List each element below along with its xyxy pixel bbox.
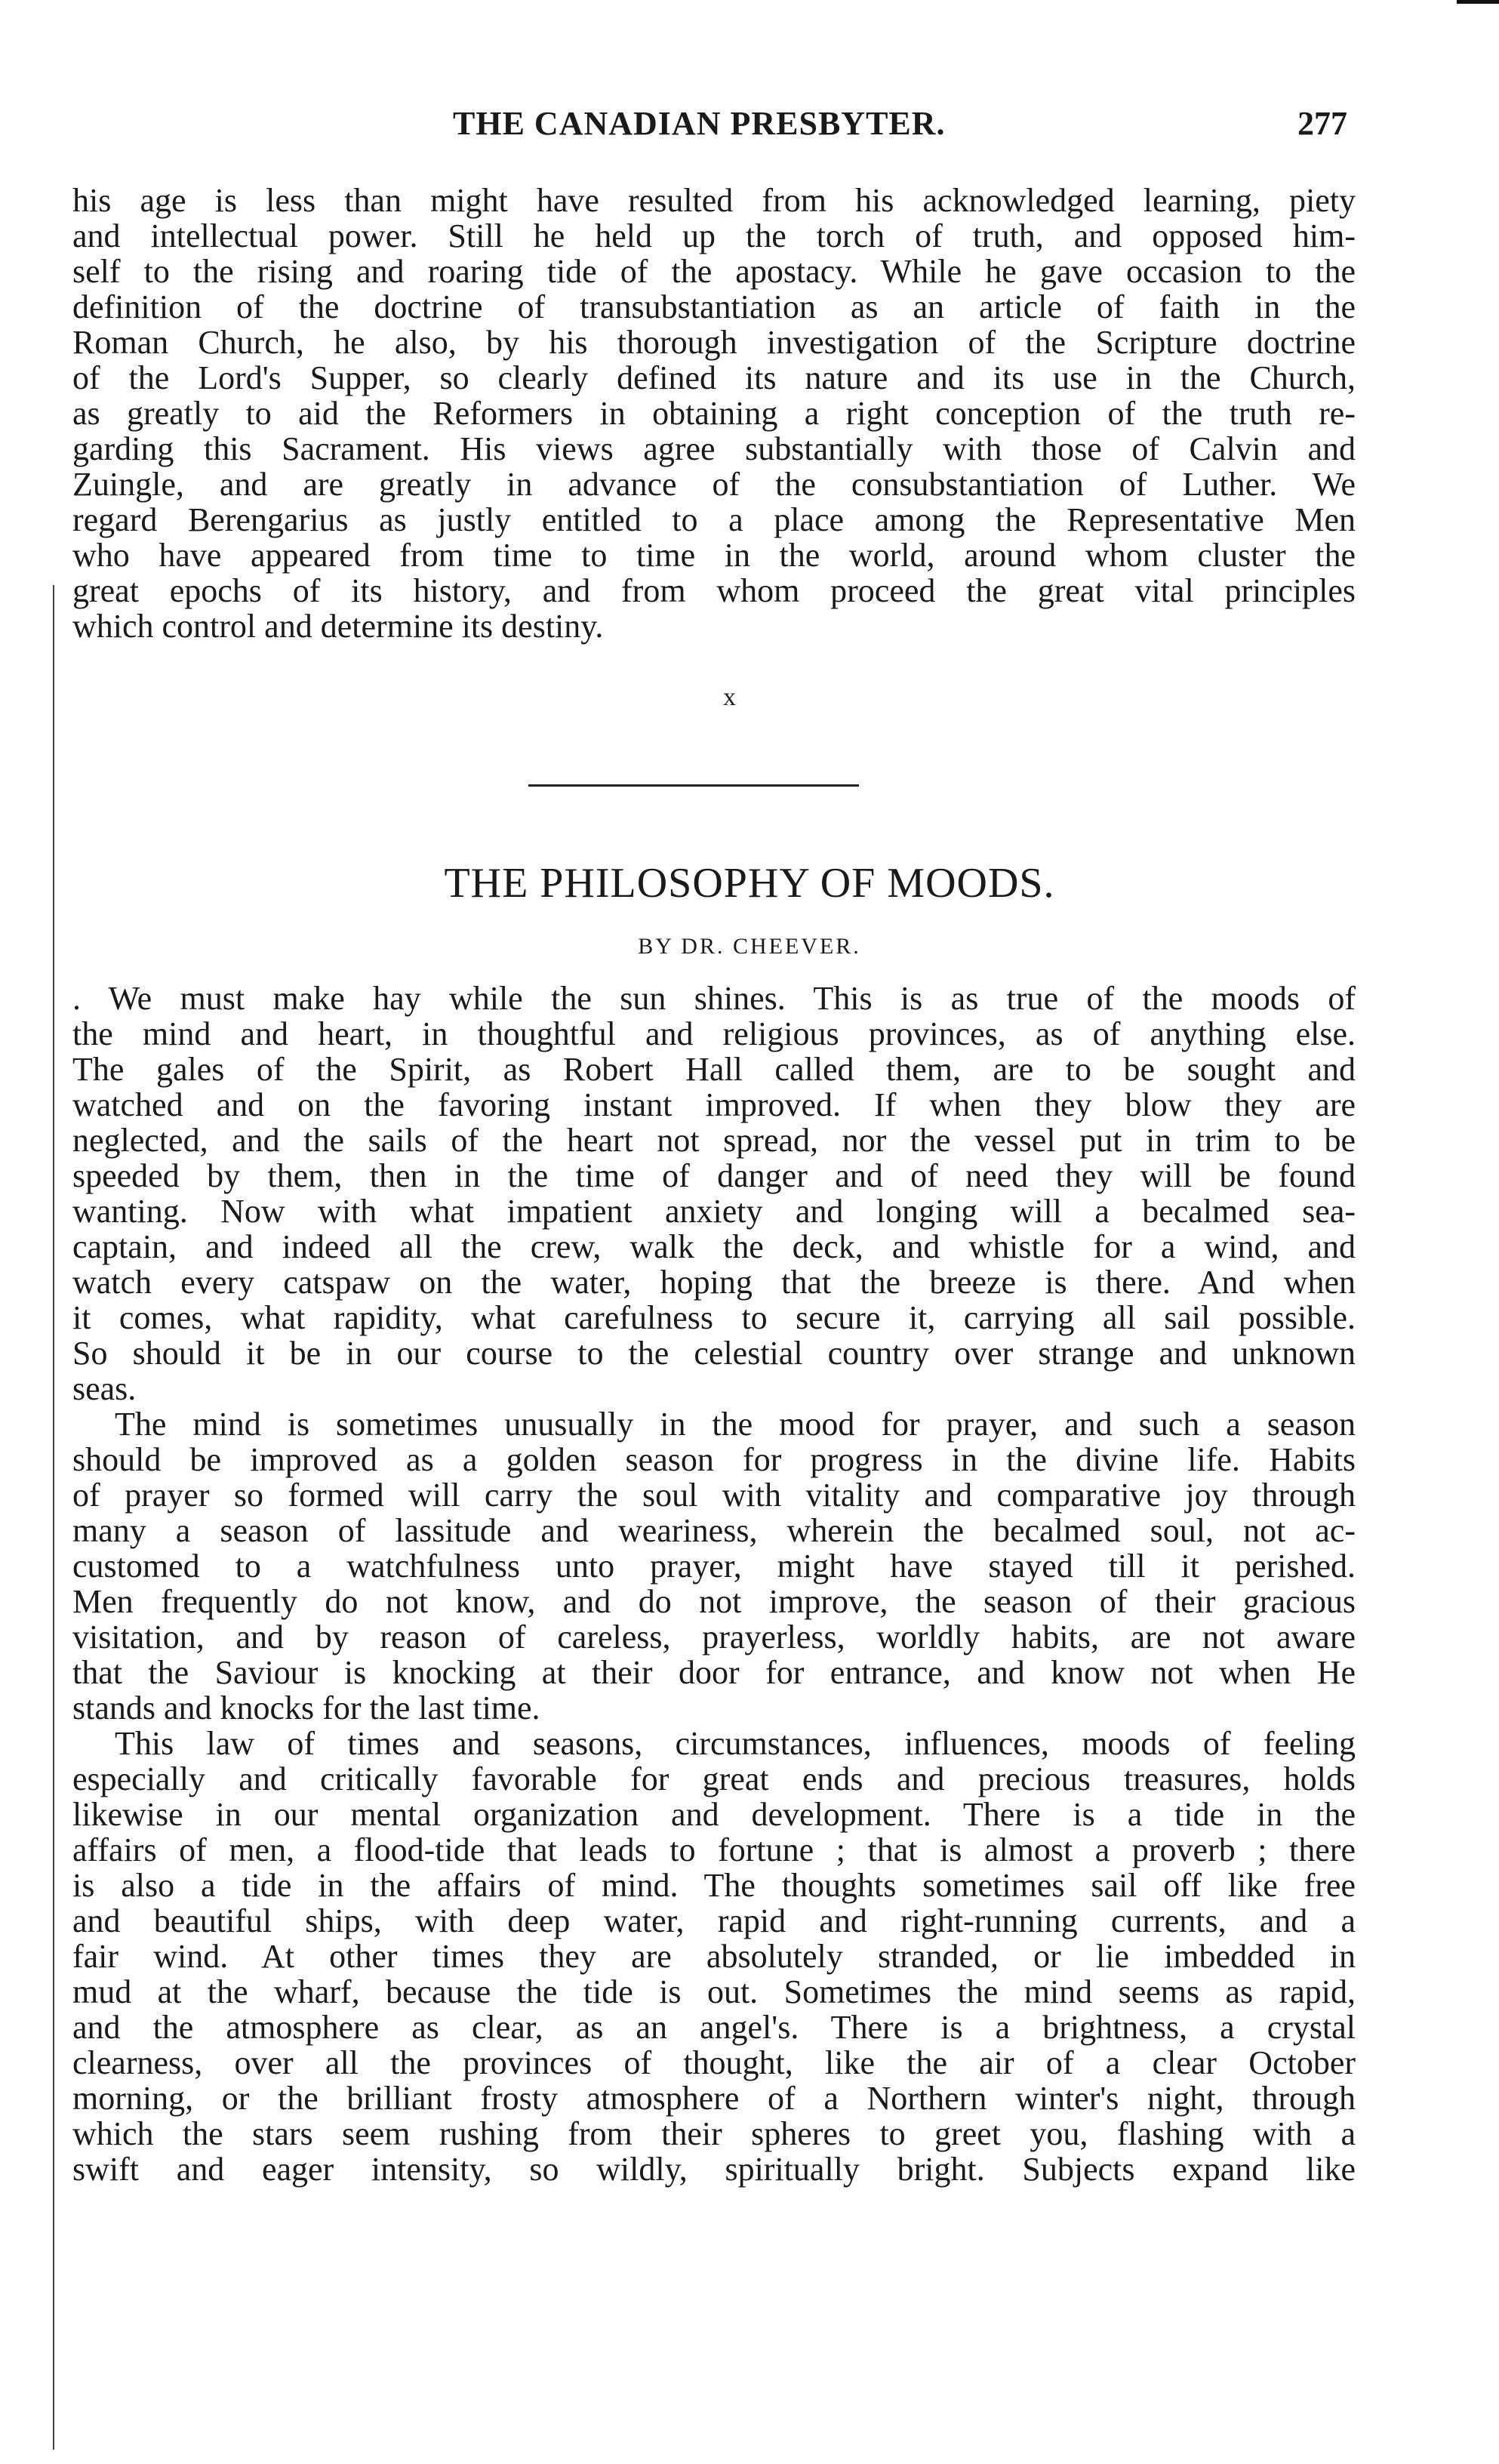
- section-divider: [528, 784, 859, 787]
- text-line: self to the rising and roaring tide of the apostacy. While he gave occasion to the: [72, 253, 1356, 290]
- text-line: many a season of lassitude and weariness, wherein the becalmed soul, not ac-: [72, 1512, 1356, 1549]
- article-body: [72, 981, 1356, 2187]
- text-line: of the Lord's Supper, so clearly defined its nature and its use in the Church,: [72, 359, 1356, 396]
- text-line: swift and eager intensity, so wildly, spiritually bright. Subjects expand like: [72, 2151, 1356, 2188]
- text-line: who have appeared from time to time in the world, around whom cluster the: [72, 537, 1356, 574]
- article-byline: BY DR. CHEEVER.: [638, 934, 861, 959]
- top-section: [72, 183, 1356, 644]
- text-line: likewise in our mental organization and development. There is a tide in the: [72, 1796, 1356, 1833]
- text-line: wanting. Now with what impatient anxiety and longing will a becalmed sea-: [72, 1193, 1356, 1230]
- running-title: THE CANADIAN PRESBYTER.: [453, 105, 946, 142]
- text-line: clearness, over all the provinces of thought, like the air of a clear October: [72, 2044, 1356, 2081]
- margin-mark: x: [723, 683, 736, 711]
- running-header: [453, 104, 1347, 149]
- text-line: which the stars seem rushing from their spheres to greet you, flashing with a: [72, 2115, 1356, 2152]
- text-line: affairs of men, a flood-tide that leads to fortune ; that is almost a proverb ; there: [72, 1831, 1356, 1868]
- text-line: definition of the doctrine of transubstantiation as an article of faith in the: [72, 288, 1356, 325]
- text-line: morning, or the brilliant frosty atmosphere of a Northern winter's night, through: [72, 2080, 1356, 2117]
- text-line: Men frequently do not know, and do not improve, the season of their gracious: [72, 1583, 1356, 1620]
- page-number: 277: [1297, 105, 1347, 142]
- text-line: his age is less than might have resulted from his acknowledged learning, piety: [72, 182, 1356, 219]
- text-line: is also a tide in the affairs of mind. The thoughts sometimes sail off like free: [72, 1867, 1356, 1904]
- text-line: So should it be in our course to the celestial country over strange and unknown: [72, 1335, 1356, 1372]
- text-line: seas.: [72, 1370, 137, 1407]
- text-line: customed to a watchfulness unto prayer, might have stayed till it perished.: [72, 1548, 1356, 1585]
- text-line: which control and determine its destiny.: [72, 608, 604, 645]
- text-line: as greatly to aid the Reformers in obtaining a right conception of the truth re-: [72, 395, 1356, 432]
- text-line: mud at the wharf, because the tide is out. Sometimes the mind seems as rapid,: [72, 1973, 1356, 2010]
- text-line: stands and knocks for the last time.: [72, 1689, 540, 1726]
- text-line: Zuingle, and are greatly in advance of the consubstantiation of Luther. We: [72, 466, 1356, 503]
- text-line: the mind and heart, in thoughtful and religious provinces, as of anything else.: [72, 1015, 1356, 1052]
- text-line: that the Saviour is knocking at their door for entrance, and know not when He: [72, 1654, 1356, 1691]
- text-line: it comes, what rapidity, what carefulness to secure it, carrying all sail possible.: [72, 1299, 1356, 1336]
- text-line: great epochs of its history, and from whom proceed the great vital principles: [72, 572, 1356, 609]
- text-line: . We must make hay while the sun shines. This is as true of the moods of: [72, 980, 1356, 1017]
- text-line: watched and on the favoring instant improved. If when they blow they are: [72, 1086, 1356, 1123]
- text-line: visitation, and by reason of careless, prayerless, worldly habits, are not aware: [72, 1619, 1356, 1656]
- text-line: garding this Sacrament. His views agree substantially with those of Calvin and: [72, 430, 1356, 467]
- text-line: fair wind. At other times they are absolutely stranded, or lie imbedded in: [72, 1938, 1356, 1975]
- text-line: This law of times and seasons, circumstances, influences, moods of feeling: [115, 1725, 1356, 1762]
- article-title: THE PHILOSOPHY OF MOODS.: [444, 860, 1055, 907]
- text-line: of prayer so formed will carry the soul with vitality and comparative joy through: [72, 1477, 1356, 1514]
- text-line: watch every catspaw on the water, hoping that the breeze is there. And when: [72, 1264, 1356, 1301]
- text-line: regard Berengarius as justly entitled to a place among the Representative Men: [72, 501, 1356, 538]
- text-line: and beautiful ships, with deep water, rapid and right-running currents, and a: [72, 1902, 1356, 1939]
- text-line: neglected, and the sails of the heart not spread, nor the vessel put in trim to be: [72, 1122, 1356, 1159]
- text-line: should be improved as a golden season for progress in the divine life. Habits: [72, 1441, 1356, 1478]
- text-line: and the atmosphere as clear, as an angel's. There is a brightness, a crystal: [72, 2009, 1356, 2046]
- text-line: especially and critically favorable for great ends and precious treasures, holds: [72, 1760, 1356, 1797]
- corner-mark: [1457, 0, 1499, 4]
- text-line: The gales of the Spirit, as Robert Hall called them, are to be sought and: [72, 1051, 1356, 1088]
- text-line: speeded by them, then in the time of danger and of need they will be found: [72, 1157, 1356, 1194]
- text-line: Roman Church, he also, by his thorough investigation of the Scripture doctrine: [72, 324, 1356, 361]
- text-line: and intellectual power. Still he held up the torch of truth, and opposed him-: [72, 217, 1356, 254]
- text-line: captain, and indeed all the crew, walk the deck, and whistle for a wind, and: [72, 1228, 1356, 1265]
- text-line: The mind is sometimes unusually in the mood for prayer, and such a season: [115, 1406, 1356, 1443]
